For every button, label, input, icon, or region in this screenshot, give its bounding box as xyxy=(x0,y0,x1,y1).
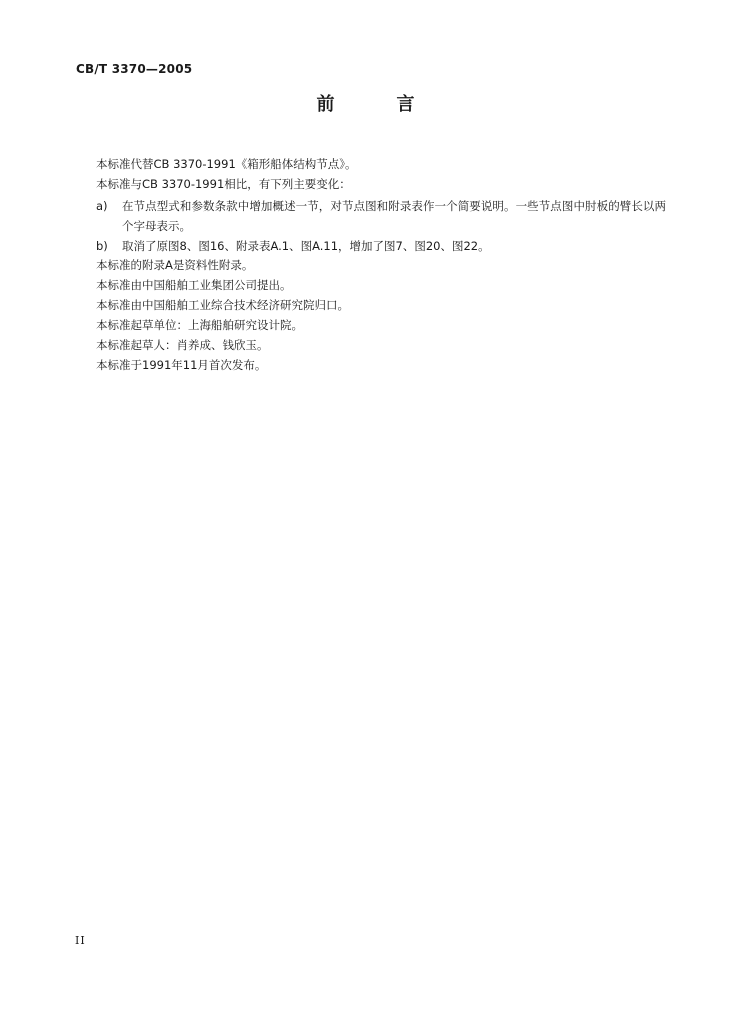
paragraph-proposed-by: 本标准由中国船舶工业集团公司提出。 xyxy=(96,278,292,292)
paragraph-drafters: 本标准起草人：肖养成、钱欣玉。 xyxy=(96,338,269,352)
change-item-a-label: a) xyxy=(96,199,108,213)
change-item-a-text: 在节点型式和参数条款中增加概述一节，对节点图和附录表作一个简要说明。一些节点图中肘板的臂长以两个字母表示。 xyxy=(122,199,666,233)
page-number: II xyxy=(75,934,86,947)
paragraph-appendix: 本标准的附录A是资料性附录。 xyxy=(96,258,254,272)
foreword-body xyxy=(96,154,666,375)
change-item-a xyxy=(96,196,666,236)
change-item-b-label: b) xyxy=(96,239,108,253)
paragraph-changes-intro: 本标准与CB 3370-1991相比，有下列主要变化： xyxy=(96,177,351,191)
page-title: 前 言 xyxy=(316,94,437,115)
standard-code: CB/T 3370—2005 xyxy=(76,62,193,76)
paragraph-drafting-unit: 本标准起草单位：上海船舶研究设计院。 xyxy=(96,318,303,332)
paragraph-centralized-by: 本标准由中国船舶工业综合技术经济研究院归口。 xyxy=(96,298,349,312)
change-item-b xyxy=(96,236,666,256)
paragraph-first-issued: 本标准于1991年11月首次发布。 xyxy=(96,358,267,372)
paragraph-replaces: 本标准代替CB 3370-1991《箱形船体结构节点》。 xyxy=(96,157,357,171)
change-item-b-text: 取消了原图8、图16、附录表A.1、图A.11，增加了图7、图20、图22。 xyxy=(122,239,490,253)
